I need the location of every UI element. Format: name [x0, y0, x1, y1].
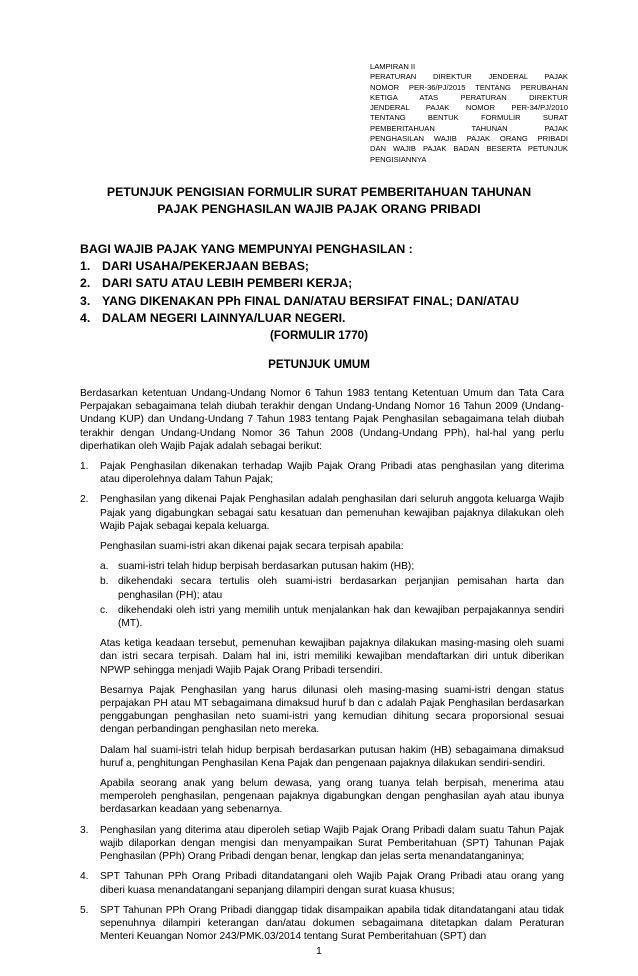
- item-number: 1.: [80, 461, 89, 473]
- category-number: 3.: [80, 293, 91, 308]
- item-text: SPT Tahunan PPh Orang Pribadi ditandatangani oleh Wajib Pajak Orang Pribadi atau orang yang diberi kuasa menandatangani sepanjang dilampiri dengan surat kuasa khusus;: [100, 871, 564, 896]
- sub-text: suami-istri telah hidup berpisah berdasarkan putusan hakim (HB);: [118, 561, 415, 573]
- category-number: 4.: [80, 310, 91, 325]
- lampiran-line: DAN WAJIB PAJAK BADAN BESERTA PETUNJUK: [370, 144, 568, 154]
- sub-label: a.: [100, 561, 109, 573]
- sub-item: [100, 560, 564, 573]
- category-item: [80, 258, 560, 275]
- item-text: Atas ketiga keadaan tersebut, pemenuhan kewajiban pajaknya dilakukan masing-masing oleh suami dan istri secara terpisah. Dalam hal ini, istri memiliki kewajiban mendaftarkan diri untuk diberikan NPWP sehingga menjadi Wajib Pajak Orang Pribadi tersendiri.: [100, 638, 564, 676]
- page-number: 1: [316, 946, 322, 957]
- lampiran-line: PENGHASILAN WAJIB PAJAK ORANG PRIBADI: [370, 134, 568, 144]
- numbered-item: [80, 493, 564, 816]
- lampiran-block: [370, 62, 568, 165]
- category-heading: BAGI WAJIB PAJAK YANG MEMPUNYAI PENGHASILAN :: [80, 242, 413, 256]
- item-text: Pajak Penghasilan dikenakan terhadap Wajib Pajak Orang Pribadi atas penghasilan yang diterima atau diperolehnya dalam Tahun Pajak;: [100, 461, 564, 486]
- body-text: [80, 387, 564, 950]
- lampiran-line: NOMOR PER-36/PJ/2015 TENTANG PERUBAHAN: [370, 82, 568, 92]
- form-code: (FORMULIR 1770): [270, 329, 368, 342]
- sub-text: dikehendaki oleh istri yang memilih untuk menjalankan hak dan kewajiban perpajakannya sendiri (MT).: [118, 604, 564, 630]
- item-number: 2.: [80, 494, 89, 506]
- item-text: Penghasilan suami-istri akan dikenai pajak secara terpisah apabila:: [100, 541, 404, 553]
- item-number: 4.: [80, 871, 89, 883]
- sub-item: [100, 604, 564, 630]
- category-number: 1.: [80, 259, 91, 274]
- item-text: Penghasilan yang diterima atau diperoleh setiap Wajib Pajak Orang Pribadi dalam suatu Tahun Pajak wajib dilaporkan dengan mengisi dan menyampaikan Surat Pemberitahuan (SPT) Tahunan Pajak Penghasilan (PPh) Orang Pribadi dengan benar, lengkap dan jelas serta menandatanganinya;: [100, 824, 564, 863]
- lampiran-line: TENTANG BENTUK FORMULIR SURAT: [370, 113, 568, 123]
- sub-label: c.: [100, 604, 108, 616]
- sub-text: dikehendaki secara tertulis oleh suami-istri berdasarkan perjanjian pemisahan harta dan penghasilan (PH); atau: [118, 576, 564, 601]
- category-number: 2.: [80, 276, 91, 291]
- category-item: [80, 293, 560, 310]
- item-text: Dalam hal suami-istri telah hidup berpisah berdasarkan putusan hakim (HB) sebagaimana dimaksud huruf a, penghitungan Penghasilan Kena Pajak dan pengenaan pajaknya dilakukan sendiri-sendiri.: [100, 744, 564, 769]
- document-title: [80, 184, 558, 218]
- lampiran-line: KETIGA ATAS PERATURAN DIREKTUR: [370, 92, 568, 102]
- sub-label: b.: [100, 576, 109, 588]
- category-item: [80, 275, 560, 292]
- taxpayer-category-block: [80, 241, 560, 327]
- lampiran-line: LAMPIRAN II: [370, 62, 416, 71]
- category-text: YANG DIKENAKAN PPh FINAL DAN/ATAU BERSIFAT FINAL; DAN/ATAU: [102, 293, 519, 308]
- item-text: Apabila seorang anak yang belum dewasa, yang orang tuanya telah berpisah, menerima atau memperoleh penghasilan, pengenaan pajaknya digabungkan dengan penghasilan ayah atau ibunya berdasarkan keadaan yang sebenarnya.: [100, 778, 564, 816]
- lampiran-line: PEMBERITAHUAN TAHUNAN PAJAK: [370, 123, 568, 133]
- lampiran-line: PENGISIANNYA: [370, 154, 427, 164]
- item-text: Penghasilan yang dikenai Pajak Penghasilan adalah penghasilan dari seluruh anggota keluarga Wajib Pajak yang digabungkan sebagai satu kesatuan dan pemenuhan kewajiban pajaknya dilakukan oleh Wajib Pajak sebagai kepala keluarga.: [100, 494, 564, 532]
- category-item: [80, 310, 560, 327]
- title-line-2: PAJAK PENGHASILAN WAJIB PAJAK ORANG PRIBADI: [157, 202, 481, 216]
- item-number: 3.: [80, 824, 89, 836]
- item-number: 5.: [80, 904, 89, 916]
- intro-paragraph: Berdasarkan ketentuan Undang-Undang Nomor 6 Tahun 1983 tentang Ketentuan Umum dan Tata Cara Perpajakan sebagaimana telah diubah terakhir dengan Undang-Undang Nomor 16 Tahun 2009 (Undang-Undang KUP) dan Undang-Undang 7 Tahun 1983 tentang Pajak Penghasilan sebagaimana telah diubah terakhir dengan Undang-Undang Nomor 36 Tahun 2008 (Undang-Undang PPh), hal-hal yang perlu diperhatikan oleh Wajib Pajak adalah sebagai berikut:: [80, 388, 564, 452]
- numbered-item: [80, 904, 564, 944]
- numbered-item: [80, 824, 564, 864]
- lampiran-line: PERATURAN DIREKTUR JENDERAL PAJAK: [370, 72, 568, 82]
- numbered-item: [80, 870, 564, 896]
- category-text: DALAM NEGERI LAINNYA/LUAR NEGERI.: [102, 310, 346, 325]
- category-text: DARI USAHA/PEKERJAAN BEBAS;: [102, 259, 310, 274]
- lampiran-line: JENDERAL PAJAK NOMOR PER-34/PJ/2010: [370, 103, 568, 113]
- section-heading: PETUNJUK UMUM: [268, 358, 370, 371]
- item-text: Besarnya Pajak Penghasilan yang harus dilunasi oleh masing-masing suami-istri dengan status perpajakan PH atau MT sebagaimana dimaksud huruf b dan c adalah Pajak Penghasilan berdasarkan penggabungan penghasilan neto suami-istri yang kemudian dihitung secara proporsional sesuai dengan perbandingan penghasilan neto mereka.: [100, 684, 564, 736]
- title-line-1: PETUNJUK PENGISIAN FORMULIR SURAT PEMBERITAHUAN TAHUNAN: [106, 185, 532, 199]
- category-text: DARI SATU ATAU LEBIH PEMBERI KERJA;: [102, 276, 353, 291]
- sub-list: [100, 560, 564, 630]
- item-text: SPT Tahunan PPh Orang Pribadi dianggap tidak disampaikan apabila tidak ditandatangani atau tidak sepenuhnya dilampiri keterangan dan/atau dokumen sebagaimana ditetapkan dalam Peraturan Menteri Keuangan Nomor 243/PMK.03/2014 tentang Surat Pemberitahuan (SPT) dan: [100, 904, 564, 943]
- numbered-item: [80, 460, 564, 486]
- sub-item: [100, 575, 564, 601]
